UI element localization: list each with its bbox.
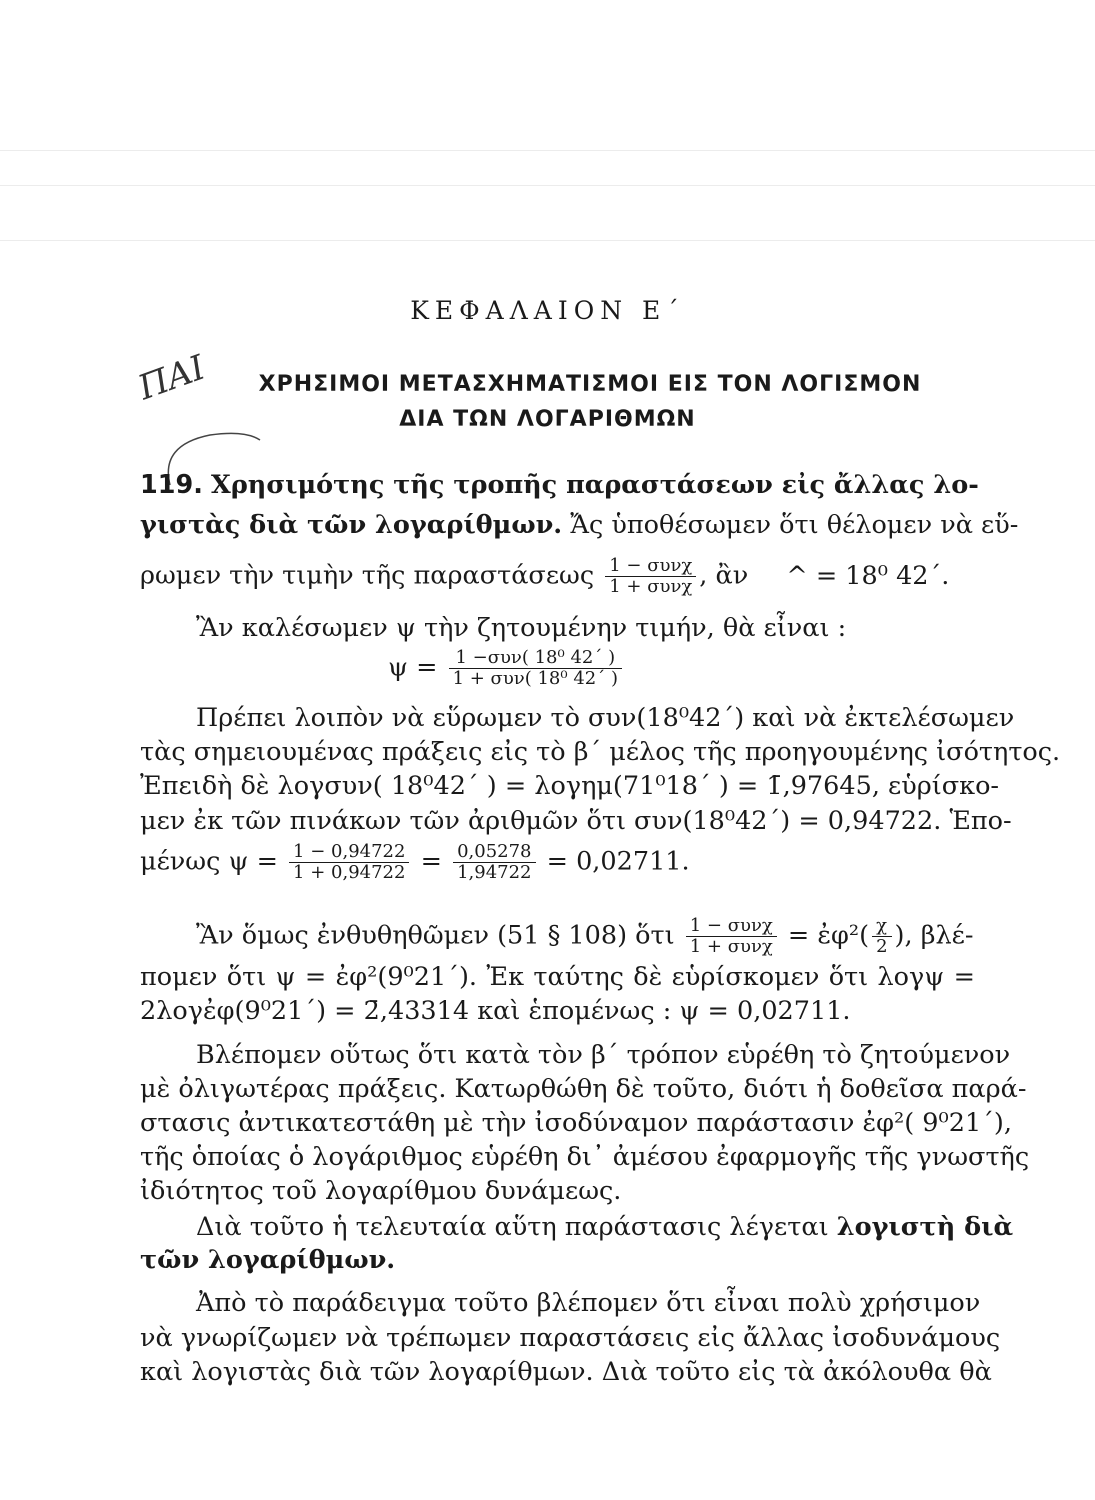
- section-heading-text: Χρησιμότης τῆς τροπῆς παραστάσεων εἰς ἄλλας λο-: [211, 470, 979, 500]
- body-text: ^ = 18⁰ 42΄.: [786, 560, 950, 591]
- fraction-denominator: 2: [876, 936, 888, 957]
- fraction-denominator: 1 + συνχ: [609, 576, 693, 597]
- body-line: Ἐπειδὴ δὲ λογσυν( 18⁰42΄ ) = λογημ(71⁰18΄ ) = 1̄,97645, εὑρίσκο-: [140, 771, 1000, 801]
- fraction-denominator: 1 + 0,94722: [293, 862, 406, 883]
- body-text: , ἂν: [699, 560, 749, 591]
- body-line: Βλέπομεν οὕτως ὅτι κατὰ τὸν β΄ τρόπον εὑρέθη τὸ ζητούμενον: [196, 1040, 1011, 1070]
- psi-equation: [388, 648, 625, 689]
- body-line: [196, 1212, 1014, 1242]
- body-text: = 0,02711.: [546, 846, 690, 877]
- fraction-denominator: 1 + συν( 18⁰ 42΄ ): [452, 668, 618, 689]
- section-heading-line1: [140, 470, 979, 500]
- fraction: [289, 842, 409, 883]
- fraction: [686, 916, 777, 957]
- chapter-title-line2: ΔΙΑ ΤΩΝ ΛΟΓΑΡΙΘΜΩΝ: [399, 407, 696, 432]
- fraction-numerator: 0,05278: [453, 842, 535, 863]
- body-line: [140, 842, 975, 883]
- body-line: Ἀπὸ τὸ παράδειγμα τοῦτο βλέπομεν ὅτι εἶναι πολὺ χρήσιμον: [196, 1288, 981, 1318]
- equation-lhs: ψ =: [388, 652, 438, 683]
- body-line: νὰ γνωρίζωμεν νὰ τρέπωμεν παραστάσεις εἰς ἄλλας ἰσοδυνάμους: [140, 1323, 1001, 1353]
- body-text: μένως ψ =: [140, 846, 278, 877]
- equals-sign: =: [420, 846, 442, 877]
- handwritten-margin-mark: ΠΑΙ: [133, 347, 211, 409]
- bleed-through-line: [0, 150, 1095, 151]
- chapter-heading: ΚΕΦΑΛΑΙΟΝ Ε΄: [410, 296, 685, 325]
- fraction: [449, 648, 622, 689]
- body-line: [140, 556, 975, 597]
- fraction: [605, 556, 696, 597]
- chapter-title-line1: ΧΡΗΣΙΜΟΙ ΜΕΤΑΣΧΗΜΑΤΙΣΜΟΙ ΕΙΣ ΤΟΝ ΛΟΓΙΣΜΟΝ: [258, 372, 922, 397]
- section-number: 119.: [140, 470, 203, 500]
- fraction-numerator: 1 − συνχ: [686, 916, 777, 937]
- section-heading-text-cont: γιστὰς διὰ τῶν λογαρίθμων.: [140, 510, 563, 540]
- body-line: Πρέπει λοιπὸν νὰ εὕρωμεν τὸ συν(18⁰42΄) καὶ νὰ ἐκτελέσωμεν: [196, 703, 1015, 733]
- body-text: = ἐφ²(: [787, 920, 870, 951]
- bold-term-cont: τῶν λογαρίθμων.: [140, 1245, 396, 1275]
- body-text: ρωμεν τὴν τιμὴν τῆς παραστάσεως: [140, 560, 595, 591]
- body-text: Ἂν ὅμως ἐνθυθηθῶμεν (51 § 108) ὅτι: [196, 920, 675, 951]
- body-line: τὰς σημειουμένας πράξεις εἰς τὸ β΄ μέλος τῆς προηγουμένης ἰσότητος.: [140, 737, 1061, 767]
- bleed-through-line: [0, 240, 1095, 241]
- body-line: μεν ἐκ τῶν πινάκων τῶν ἀριθμῶν ὅτι συν(18⁰42΄) = 0,94722. Ἑπο-: [140, 806, 1012, 836]
- body-line: 2λογἐφ(9⁰21΄) = 2̄,43314 καὶ ἑπομένως : ψ = 0,02711.: [140, 996, 851, 1026]
- fraction-denominator: 1 + συνχ: [689, 936, 773, 957]
- body-line: καὶ λογιστὰς διὰ τῶν λογαρίθμων. Διὰ τοῦτο εἰς τὰ ἀκόλουθα θὰ: [140, 1357, 992, 1387]
- body-text: Διὰ τοῦτο ἡ τελευταία αὕτη παράστασις λέγεται: [196, 1212, 829, 1242]
- fraction: [453, 842, 535, 883]
- fraction-numerator: 1 −συν( 18⁰ 42΄ ): [449, 648, 622, 669]
- fraction: [872, 916, 891, 957]
- body-line: τῆς ὁποίας ὁ λογάριθμος εὑρέθη δι᾽ ἀμέσου ἐφαρμογῆς τῆς γνωστῆς: [140, 1142, 1030, 1172]
- fraction-numerator: 1 − συνχ: [605, 556, 696, 577]
- section-heading-line2: [140, 510, 1019, 540]
- body-line: Ἂν καλέσωμεν ψ τὴν ζητουμένην τιμήν, θὰ εἶναι :: [196, 613, 847, 643]
- body-line: στασις ἀντικατεστάθη μὲ τὴν ἰσοδύναμον παράστασιν ἐφ²( 9⁰21΄),: [140, 1108, 1012, 1138]
- bold-term: λογιστὴ διὰ: [836, 1212, 1014, 1242]
- body-line: ἰδιότητος τοῦ λογαρίθμου δυνάμεως.: [140, 1176, 622, 1206]
- fraction-numerator: χ: [872, 916, 891, 937]
- fraction-numerator: 1 − 0,94722: [289, 842, 409, 863]
- fraction-denominator: 1,94722: [457, 862, 532, 883]
- body-text: Ἄς ὑποθέσωμεν ὅτι θέλομεν νὰ εὕ-: [570, 510, 1019, 540]
- body-line: [196, 916, 975, 957]
- body-line: πομεν ὅτι ψ = ἐφ²(9⁰21΄). Ἐκ ταύτης δὲ εὑρίσκομεν ὅτι λογψ =: [140, 962, 975, 992]
- bleed-through-line: [0, 185, 1095, 186]
- body-line: μὲ ὀλιγωτέρας πράξεις. Κατωρθώθη δὲ τοῦτο, διότι ἡ δοθεῖσα παρά-: [140, 1074, 1027, 1104]
- body-text: ), βλέ-: [894, 920, 974, 951]
